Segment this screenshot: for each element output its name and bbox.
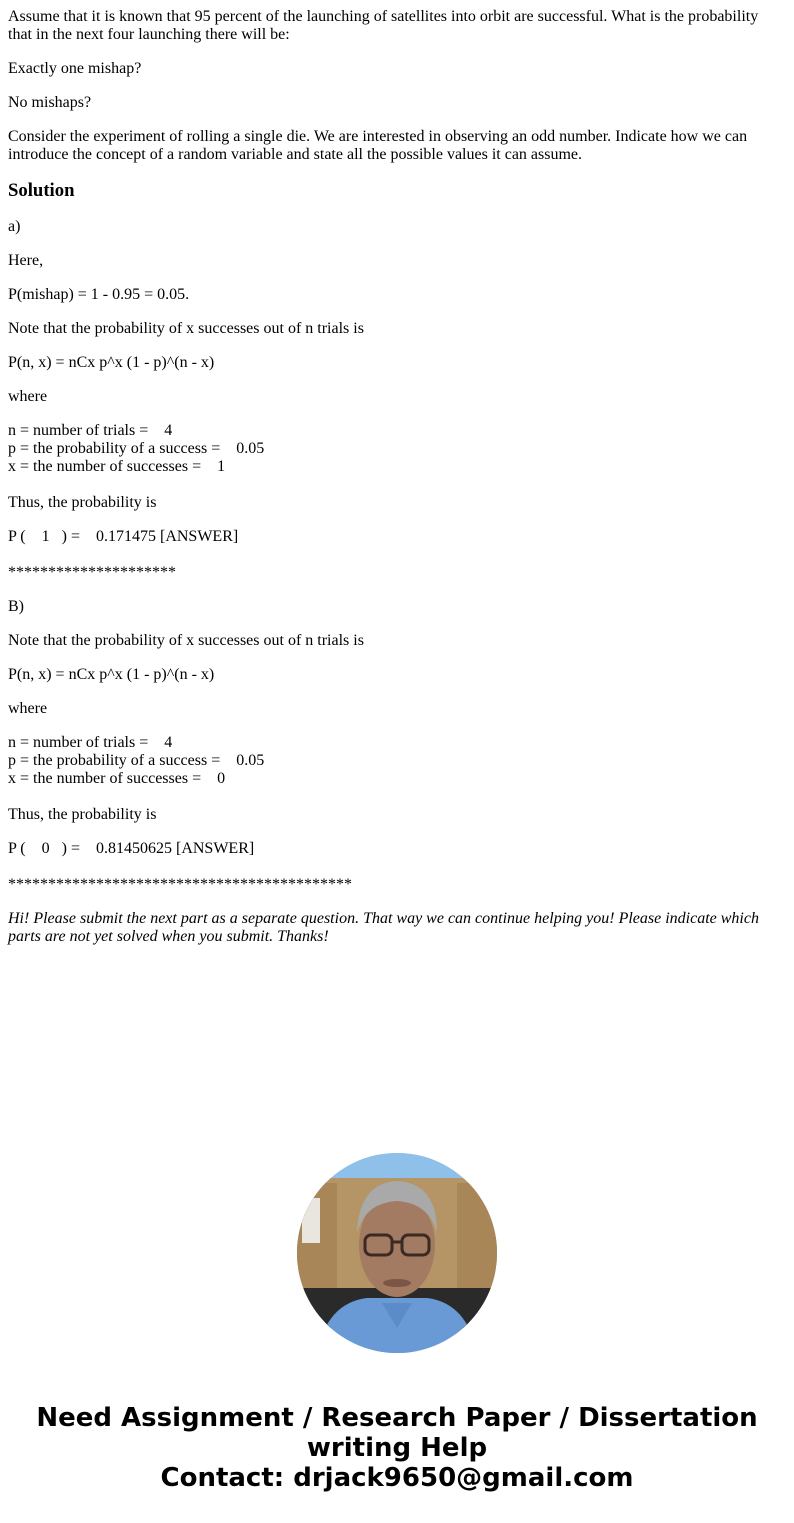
part-a-note: Note that the probability of x successes out of n trials is (8, 320, 364, 337)
part-b-note: Note that the probability of x successes out of n trials is (8, 632, 364, 649)
avatar (297, 1153, 497, 1353)
part-a-n-line: n = number of trials = 4 (8, 422, 173, 439)
part-a-formula: P(n, x) = nCx p^x (1 - p)^(n - x) (8, 354, 215, 371)
closing-note: Hi! Please submit the next part as a separate question. That way we can continue helping you! Please indicate which parts are not yet solved when you submit. Thanks! (8, 910, 759, 945)
promo-contact: Contact: drjack9650@gmail.com (160, 1463, 634, 1493)
question-part-3: Consider the experiment of rolling a single die. We are interested in observing an odd number. Indicate how we can introduce the concept of a random variable and state all the possible values it can assume. (8, 128, 748, 163)
part-a-thus: Thus, the probability is (8, 494, 157, 511)
avatar-portrait-icon (297, 1153, 497, 1353)
part-a-here: Here, (8, 252, 44, 269)
part-a-x-line: x = the number of successes = 1 (8, 458, 226, 475)
part-b-n-line: n = number of trials = 4 (8, 734, 173, 751)
part-a-separator: ********************* (8, 564, 176, 581)
question-part-1: Exactly one mishap? (8, 60, 142, 77)
part-b-separator: ******************************************* (8, 876, 352, 893)
question-intro: Assume that it is known that 95 percent of the launching of satellites into orbit are successful. What is the probability that in the next four launching there will be: (8, 8, 759, 43)
part-a-where: where (8, 388, 48, 405)
part-b-formula: P(n, x) = nCx p^x (1 - p)^(n - x) (8, 666, 215, 683)
part-b-label: B) (8, 598, 24, 615)
part-b-thus: Thus, the probability is (8, 806, 157, 823)
part-b-result: P ( 0 ) = 0.81450625 [ANSWER] (8, 840, 255, 857)
solution-heading: Solution (8, 180, 75, 201)
promo-banner (0, 1403, 794, 1493)
part-b-where: where (8, 700, 48, 717)
part-a-result: P ( 1 ) = 0.171475 [ANSWER] (8, 528, 239, 545)
part-a-p-line: p = the probability of a success = 0.05 (8, 440, 265, 457)
part-a-label: a) (8, 218, 21, 235)
part-b-p-line: p = the probability of a success = 0.05 (8, 752, 265, 769)
part-b-x-line: x = the number of successes = 0 (8, 770, 226, 787)
promo-line-1: Need Assignment / Research Paper / Dissertation (36, 1403, 758, 1433)
part-a-p-mishap: P(mishap) = 1 - 0.95 = 0.05. (8, 286, 190, 303)
question-part-2: No mishaps? (8, 94, 92, 111)
part-b-parameters (8, 734, 786, 788)
promo-line-2: writing Help (306, 1433, 488, 1463)
part-a-parameters (8, 422, 786, 476)
